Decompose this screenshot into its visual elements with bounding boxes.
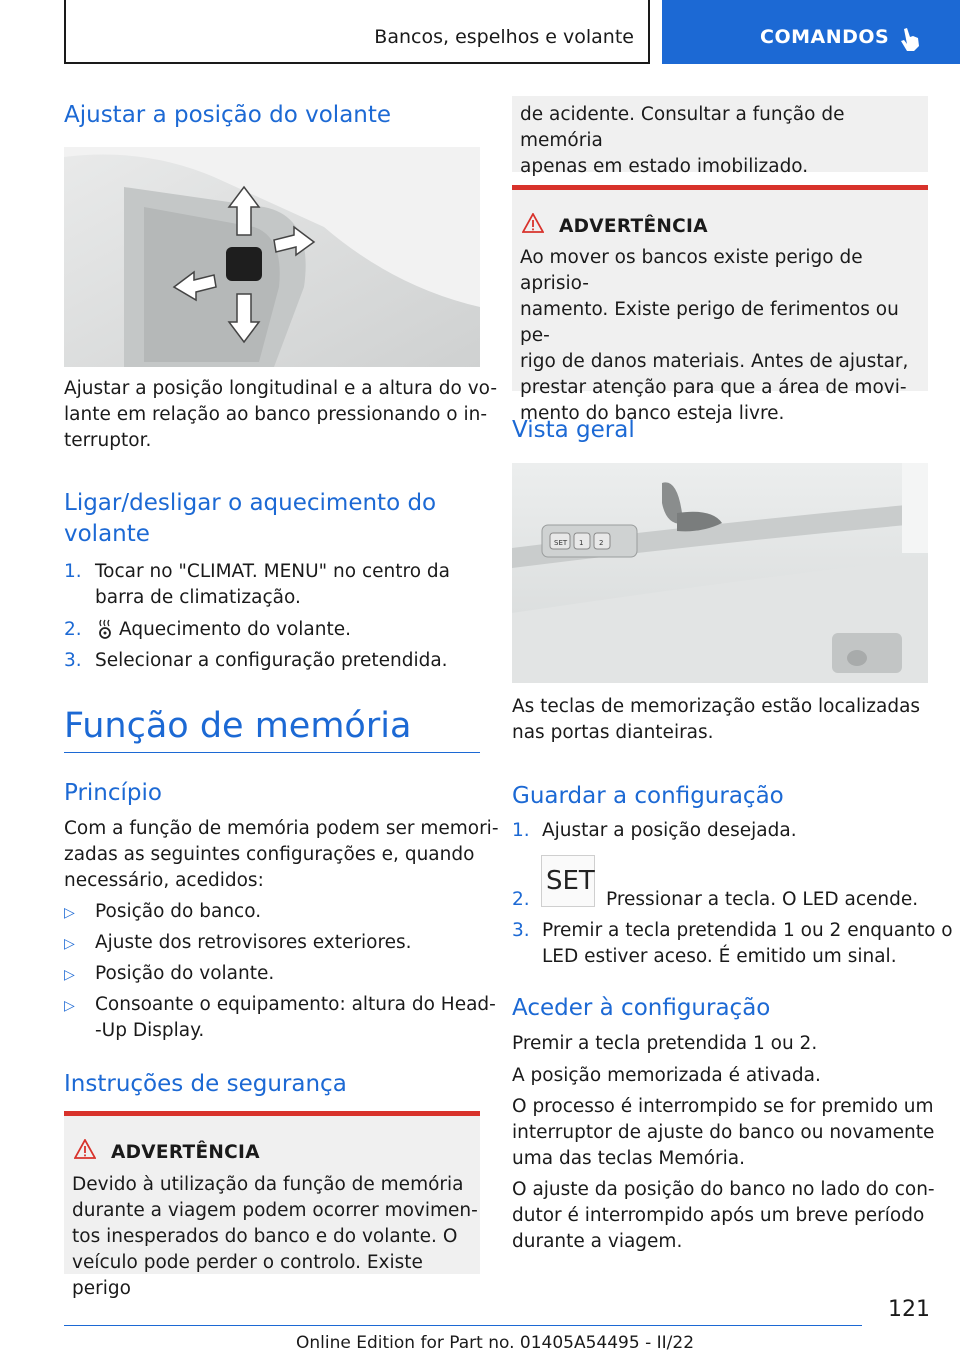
steering-wheel-heating-icon	[96, 619, 114, 639]
overview-text: As teclas de memorização estão localizadas nas portas dianteiras.	[512, 696, 921, 743]
header-chapter-title: COMANDOS	[760, 26, 890, 48]
warning-box-continued: de acidente. Consultar a função de memória apenas em estado imobilizado.	[512, 96, 928, 172]
heading-overview: Vista geral	[512, 417, 635, 443]
heading-access-config: Aceder à configuração	[512, 995, 771, 1021]
page-number: 121	[888, 1297, 930, 1322]
header-section-box	[64, 0, 650, 64]
warning-bar	[64, 1111, 480, 1116]
steering-text: Ajustar a posição longitudinal e a altura do vo- lante em relação ao banco pressionando o in- terruptor.	[64, 378, 497, 451]
access-text-2: A posição memorizada é ativada.	[512, 1065, 821, 1086]
warning-bar	[512, 185, 928, 190]
svg-text:SET: SET	[554, 539, 568, 547]
heading-rule	[64, 752, 480, 753]
header-chapter-tab[interactable]	[662, 0, 960, 64]
set-key-icon: SET	[541, 855, 595, 907]
door-memory-keys-photo	[512, 463, 928, 683]
heading-save-config: Guardar a configuração	[512, 783, 784, 809]
heading-steering-heating: Ligar/desligar o aquecimento do volante	[64, 490, 437, 547]
hand-pointer-icon	[898, 26, 922, 52]
warning-text: Ao mover os bancos existe perigo de aprisio- namento. Existe perigo de ferimentos ou pe- rigo de danos materiais. Antes de ajustar, prestar atenção para que a área de movi- mento do banco esteja livre.	[520, 247, 909, 424]
footer-edition: Online Edition for Part no. 01405A54495 - II/22	[296, 1333, 695, 1353]
principle-text: Com a função de memória podem ser memori- zadas as seguintes configurações e, quando necessário, acedidos:	[64, 818, 499, 891]
access-text-4: O ajuste da posição do banco no lado do con- dutor é interrompido após um breve período durante a viagem.	[512, 1179, 935, 1252]
heading-memory-function: Função de memória	[64, 706, 412, 746]
svg-text:2: 2	[599, 539, 604, 547]
warning-title: ADVERTÊNCIA	[559, 216, 708, 237]
bullet-triangle-icon: ▷	[64, 905, 75, 921]
heading-principle: Princípio	[64, 780, 162, 806]
footer-rule	[64, 1325, 862, 1326]
bullet-triangle-icon: ▷	[64, 998, 75, 1014]
access-text-1: Premir a tecla pretendida 1 ou 2.	[512, 1033, 818, 1054]
svg-text:1: 1	[579, 539, 584, 547]
warning-title: ADVERTÊNCIA	[111, 1142, 260, 1163]
warning-triangle-icon	[74, 1139, 96, 1159]
heading-safety: Instruções de segurança	[64, 1071, 347, 1097]
warning-text: Devido à utilização da função de memória durante a viagem podem ocorrer movimen- tos inesperados do banco e do volante. O veículo pode perder o controlo. Existe perigo	[72, 1174, 478, 1299]
warning-box	[64, 1111, 480, 1299]
access-text-3: O processo é interrompido se for premido um interruptor de ajuste do banco ou novamente uma das teclas Memória.	[512, 1096, 935, 1169]
warning-box	[512, 185, 928, 424]
steering-adjust-photo	[64, 147, 480, 367]
bullet-triangle-icon: ▷	[64, 936, 75, 952]
warning-triangle-icon	[522, 213, 544, 233]
heading-steering-position: Ajustar a posição do volante	[64, 102, 392, 128]
bullet-triangle-icon: ▷	[64, 967, 75, 983]
header-section-title: Bancos, espelhos e volante	[374, 26, 634, 48]
